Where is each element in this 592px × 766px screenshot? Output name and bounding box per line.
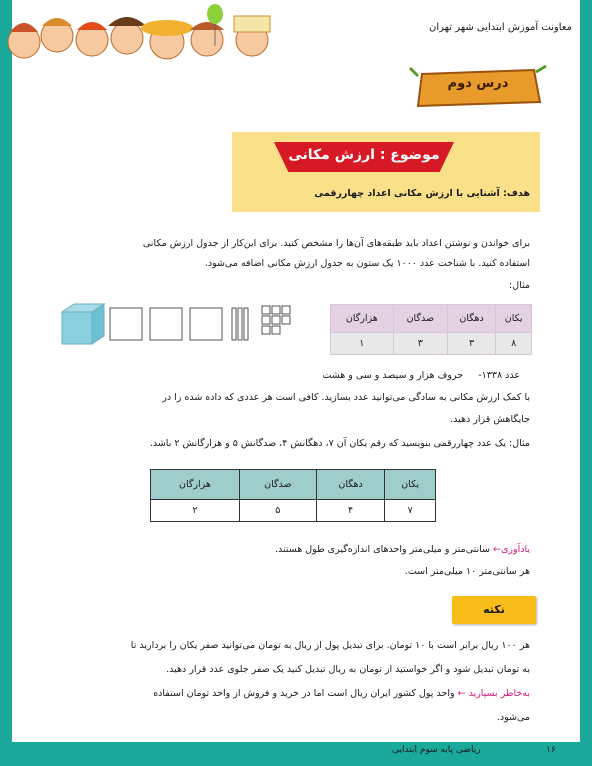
example-1-line	[322, 366, 520, 386]
cell-thousands: ۱	[331, 333, 394, 355]
ten-rods-icon	[232, 308, 248, 340]
body-line-3: مثال: یک عدد چهاررقمی بنویسید که رقم یکان آن ۷، دهگانش ۴، صدگانش ۵ و هزارگانش ۲ باشد.	[149, 438, 530, 449]
kids-illustration	[2, 2, 302, 64]
reminder-line-2: هر سانتی‌متر ۱۰ میلی‌متر است.	[404, 566, 530, 577]
header-thousands: هزارگان	[331, 305, 394, 333]
intro-line-2: استفاده کنید. با شناخت عدد ۱۰۰۰ یک ستون به جدول ارزش مکانی اضافه می‌شود.	[204, 258, 530, 269]
header-title: معاونت آموزش ابتدایی شهر تهران	[429, 22, 572, 33]
remember-label: به‌خاطر بسپارید ←	[457, 688, 530, 699]
body-line-2: جایگاهش قرار دهید.	[450, 414, 530, 425]
footer-text: ریاضی پایه سوم ابتدایی	[392, 745, 481, 755]
note-line-2: به تومان تبدیل شود و اگر خواستید از تومان به ریال تبدیل کنید یک صفر جلوی عدد قرار دهید.	[166, 664, 530, 675]
base-ten-blocks	[58, 300, 306, 350]
unit-cubes-icon	[262, 306, 290, 334]
intro-example-label: مثال:	[509, 280, 530, 291]
cell-ones: ۷	[385, 500, 436, 522]
cell-thousands: ۲	[151, 500, 240, 522]
table-row	[331, 333, 532, 355]
hundred-flat-icon	[110, 308, 142, 340]
note-line-4: می‌شود.	[496, 712, 530, 723]
page-number: ۱۶	[546, 745, 556, 755]
cell-hundreds: ۳	[393, 333, 447, 355]
cell-hundreds: ۵	[239, 500, 316, 522]
hundred-flat-icon	[150, 308, 182, 340]
reminder-line-1	[275, 540, 530, 560]
example-1-words: حروف هزار و سیصد و سی و هشت	[322, 370, 464, 381]
reminder-label: یادآوری←	[493, 544, 530, 555]
topic-title: موضوع : ارزش مکانی	[288, 147, 440, 163]
header-tens: دهگان	[316, 470, 385, 500]
place-value-table-2	[150, 469, 436, 522]
table-header-row	[331, 305, 532, 333]
note-text-3: واحد پول کشور ایران ریال است اما در خرید و فروش از واحد تومان استفاده	[153, 688, 455, 699]
header-thousands: هزارگان	[151, 470, 240, 500]
topic-goal: هدف: آشنایی با ارزش مکانی اعداد چهاررقمی	[314, 188, 530, 199]
table-header-row	[151, 470, 436, 500]
footer-band	[0, 742, 592, 766]
cell-tens: ۳	[447, 333, 495, 355]
lesson-title: درس دوم	[447, 76, 509, 91]
place-value-table-1	[330, 304, 532, 355]
example-1-number: عدد ۱۳۳۸-	[478, 370, 520, 381]
reminder-text-1: سانتی‌متر و میلی‌متر واحدهای اندازه‌گیری طول هستند.	[275, 544, 490, 555]
header-hundreds: صدگان	[239, 470, 316, 500]
body-line-1: با کمک ارزش مکانی به سادگی می‌توانید عدد بسازید. کافی است هر عددی که داده شده را در	[162, 392, 530, 403]
cell-ones: ۸	[496, 333, 532, 355]
cell-tens: ۴	[316, 500, 385, 522]
header-ones: یکان	[385, 470, 436, 500]
hundred-flat-icon	[190, 308, 222, 340]
kid-faces	[8, 4, 270, 59]
header-ones: یکان	[496, 305, 532, 333]
thousand-cube-icon	[62, 304, 104, 344]
intro-line-1: برای خواندن و نوشتن اعداد باید طبقه‌های آن‌ها را مشخص کنید. برای این‌کار از جدول ارزش مکانی	[142, 238, 530, 249]
note-line-1: هر ۱۰۰ ریال برابر است با ۱۰ تومان. برای تبدیل پول از ریال به تومان می‌توانید صفر یکان را بردارید تا	[130, 640, 530, 651]
header-tens: دهگان	[447, 305, 495, 333]
note-button: نکته	[452, 596, 536, 624]
table-row	[151, 500, 436, 522]
note-line-3	[153, 684, 530, 704]
header-hundreds: صدگان	[393, 305, 447, 333]
